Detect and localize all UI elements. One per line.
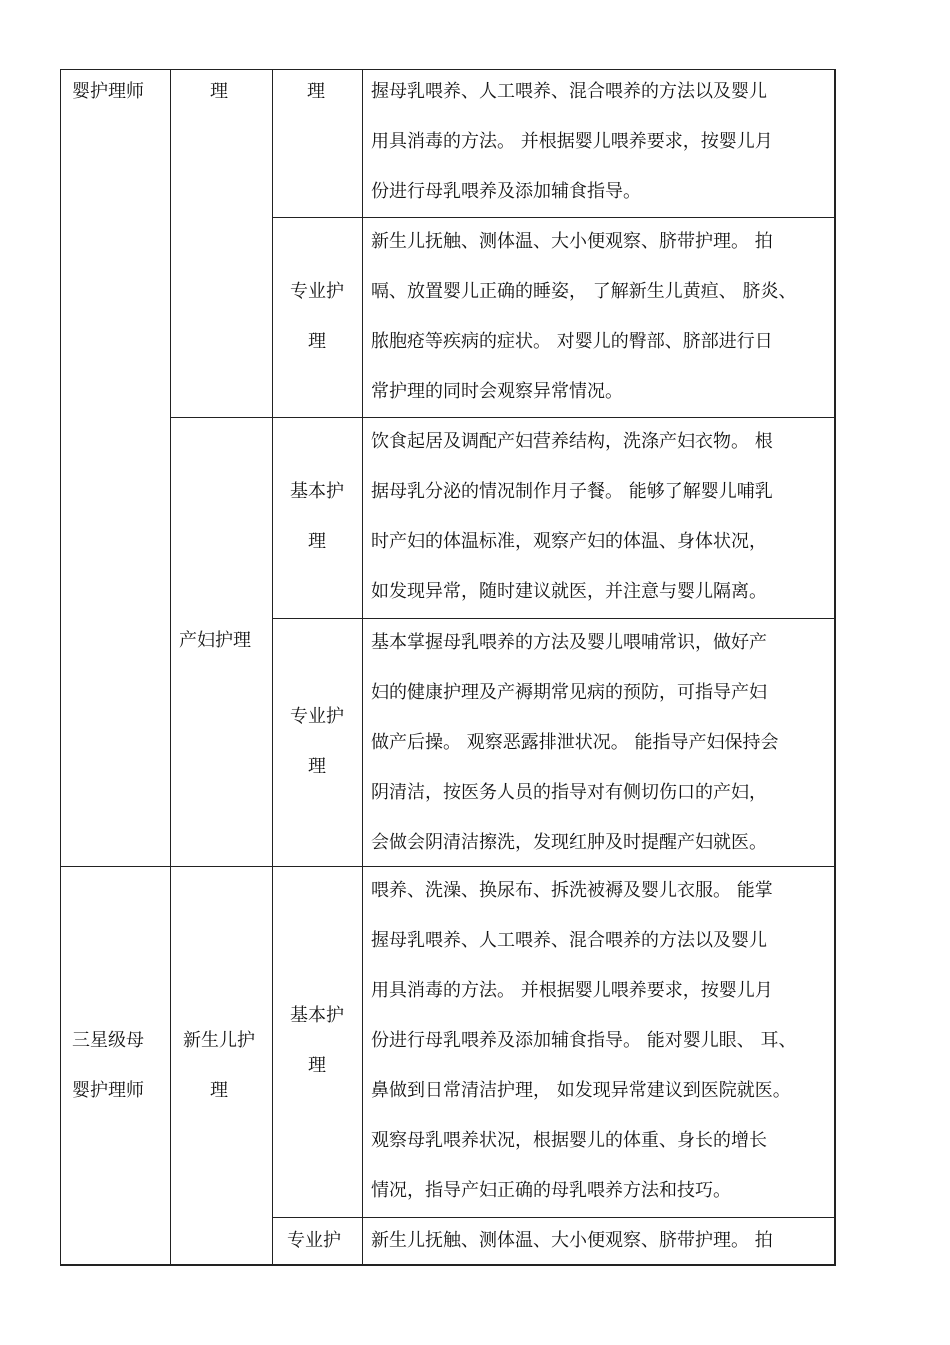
table-right-border: [834, 69, 836, 1265]
level-text-2: 三星级母 婴护理师: [72, 1030, 144, 1101]
content-text-5: 喂养、洗澡、换尿布、拆洗被褥及婴儿衣服。 能掌 握母乳喂养、人工喂养、混合喂养的方法以及婴儿 用具消毒的方法。 并根据婴儿喂养要求，按婴儿月 份进行母乳喂养及添加辅食指导。 能对婴儿眼、 耳、 鼻做到日常清洁护理， 如发现异常建议到医院就医。 观察母乳喂养状况，根据婴儿的体重、身长的增长 情况，指导产妇正确的母乳喂养方法和技巧。: [371, 880, 797, 1201]
content-text-4: 基本掌握母乳喂养的方法及婴儿喂哺常识，做好产 妇的健康护理及产褥期常见病的预防，可指导产妇 做产后操。 观察恶露排泄状况。 能指导产妇保持会 阴清洁，按医务人员的指导对有侧切伤口的产妇， 会做会阴清洁擦洗，发现红肿及时提醒产妇就医。: [371, 632, 779, 853]
type-text-6: 专业护: [287, 1230, 341, 1251]
level-text-1: 婴护理师: [72, 81, 144, 102]
content-text-3: 饮食起居及调配产妇营养结构，洗涤产妇衣物。 根 据母乳分泌的情况制作月子餐。 能够了解婴儿哺乳 时产妇的体温标准，观察产妇的体温、身体状况， 如发现异常，随时建议就医，并注意与婴儿隔离。: [371, 431, 773, 602]
category-text-1: 理: [210, 81, 228, 102]
category-text-2: 产妇护理: [179, 630, 251, 651]
type-text-1: 理: [307, 81, 325, 102]
content-text-2: 新生儿抚触、测体温、大小便观察、脐带护理。 拍 嗝、放置婴儿正确的睡姿， 了解新生儿黄疸、 脐炎、 脓胞疮等疾病的症状。 对婴儿的臀部、脐部进行日 常护理的同时会观察异常情况。: [371, 231, 797, 402]
content-text-6: 新生儿抚触、测体温、大小便观察、脐带护理。 拍: [371, 1230, 773, 1251]
category-text-3: 新生儿护 理: [183, 1030, 255, 1101]
level-cell-1: [60, 69, 172, 866]
type-text-2: 专业护 理: [290, 281, 344, 352]
category-cell-1: [170, 69, 273, 418]
content-text-1: 握母乳喂养、人工喂养、混合喂养的方法以及婴儿 用具消毒的方法。 并根据婴儿喂养要求，按婴儿月 份进行母乳喂养及添加辅食指导。: [371, 81, 773, 202]
type-text-4: 专业护 理: [290, 706, 344, 777]
type-text-3: 基本护 理: [290, 481, 344, 552]
type-text-5: 基本护 理: [290, 1005, 344, 1076]
